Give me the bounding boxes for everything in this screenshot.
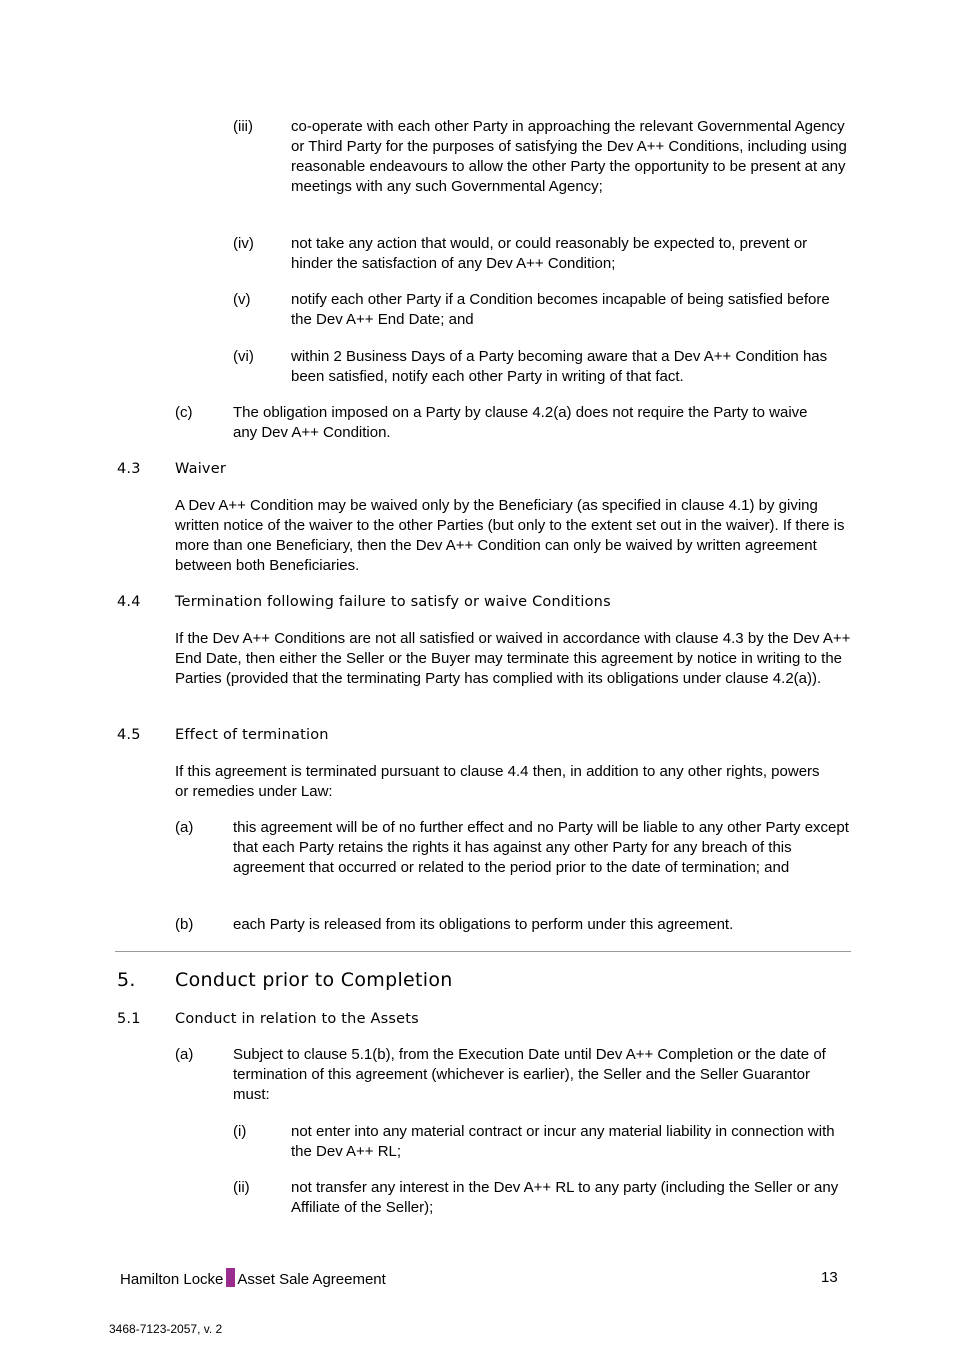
item-text-iii: co-operate with each other Party in approaching the relevant Governmental Agency or Third Party for the purposes of satisfying the Dev A++ Conditions, including using reasonable endeavours to allow the other Party the opportunity to be present at any meetings with any such Governmental Agency; [291, 118, 847, 195]
clause-4-5-b-label: (b) [175, 916, 194, 933]
item-text-vi: within 2 Business Days of a Party becoming aware that a Dev A++ Condition has been satisfied, notify each other Party in writing of that fact. [291, 348, 828, 385]
clause-4-5-b-text: each Party is released from its obligations to perform under this agreement. [233, 916, 734, 933]
section-5-title: Conduct prior to Completion [175, 969, 453, 991]
clause-4-5-body: If this agreement is terminated pursuant to clause 4.4 then, in addition to any other rights, powers or remedies under Law: [175, 763, 820, 800]
clause-4-4-body: If the Dev A++ Conditions are not all satisfied or waived in accordance with clause 4.3 by the Dev A++ End Date, then either the Seller or the Buyer may terminate this agreement by notice in writing to the Parties (provided that the terminating Party has complied with its obligations under clause 4.2(a)). [175, 630, 851, 687]
clause-5-1-a-i-text: not enter into any material contract or incur any material liability in connection with the Dev A++ RL; [291, 1123, 835, 1160]
footer-firm: Hamilton Locke [120, 1271, 224, 1288]
section-5-number: 5. [117, 969, 136, 991]
footer-doc-title: Asset Sale Agreement [237, 1271, 386, 1288]
item-label-vi: (vi) [233, 348, 254, 365]
clause-5-1-a-ii-text: not transfer any interest in the Dev A++ RL to any party (including the Seller or any Affiliate of the Seller); [291, 1179, 839, 1216]
section-divider [115, 951, 851, 952]
item-text-v: notify each other Party if a Condition becomes incapable of being satisfied before the Dev A++ End Date; and [291, 291, 830, 328]
clause-5-1-a-text: Subject to clause 5.1(b), from the Execution Date until Dev A++ Completion or the date of termination of this agreement (whichever is earlier), the Seller and the Seller Guarantor must: [233, 1046, 826, 1103]
clause-5-1-a-i-label: (i) [233, 1123, 247, 1140]
clause-4-5-title: Effect of termination [175, 727, 329, 743]
clause-4-3-title: Waiver [175, 461, 226, 477]
clause-4-5-a-text: this agreement will be of no further effect and no Party will be liable to any other Party except that each Party retains the rights it has against any other Party for any breach of this agreement that occurred or related to the period prior to the date of termination; and [233, 819, 849, 876]
clause-4-2-c-label: (c) [175, 404, 193, 421]
clause-4-5-a-label: (a) [175, 819, 194, 836]
clause-4-5-number: 4.5 [117, 727, 141, 743]
item-text-iv: not take any action that would, or could reasonably be expected to, prevent or hinder the satisfaction of any Dev A++ Condition; [291, 235, 808, 272]
clause-5-1-number: 5.1 [117, 1011, 141, 1027]
clause-4-4-title: Termination following failure to satisfy or waive Conditions [175, 594, 611, 610]
item-label-iii: (iii) [233, 118, 253, 135]
clause-4-3-body: A Dev A++ Condition may be waived only by the Beneficiary (as specified in clause 4.1) by giving written notice of the waiver to the other Parties (but only to the extent set out in the waiver). If there is more than one Beneficiary, then the Dev A++ Condition can only be waived by written agreement between both Beneficiaries. [175, 497, 845, 574]
clause-5-1-a-label: (a) [175, 1046, 194, 1063]
page-footer [120, 1268, 386, 1290]
footer-brand-bar [226, 1268, 235, 1287]
item-label-v: (v) [233, 291, 251, 308]
clause-4-4-number: 4.4 [117, 594, 141, 610]
clause-4-3-number: 4.3 [117, 461, 141, 477]
page-number: 13 [821, 1269, 838, 1286]
document-reference: 3468-7123-2057, v. 2 [109, 1322, 223, 1336]
clause-5-1-a-ii-label: (ii) [233, 1179, 250, 1196]
clause-4-2-c-text: The obligation imposed on a Party by clause 4.2(a) does not require the Party to waive any Dev A++ Condition. [233, 404, 808, 441]
item-label-iv: (iv) [233, 235, 254, 252]
clause-5-1-title: Conduct in relation to the Assets [175, 1011, 419, 1027]
